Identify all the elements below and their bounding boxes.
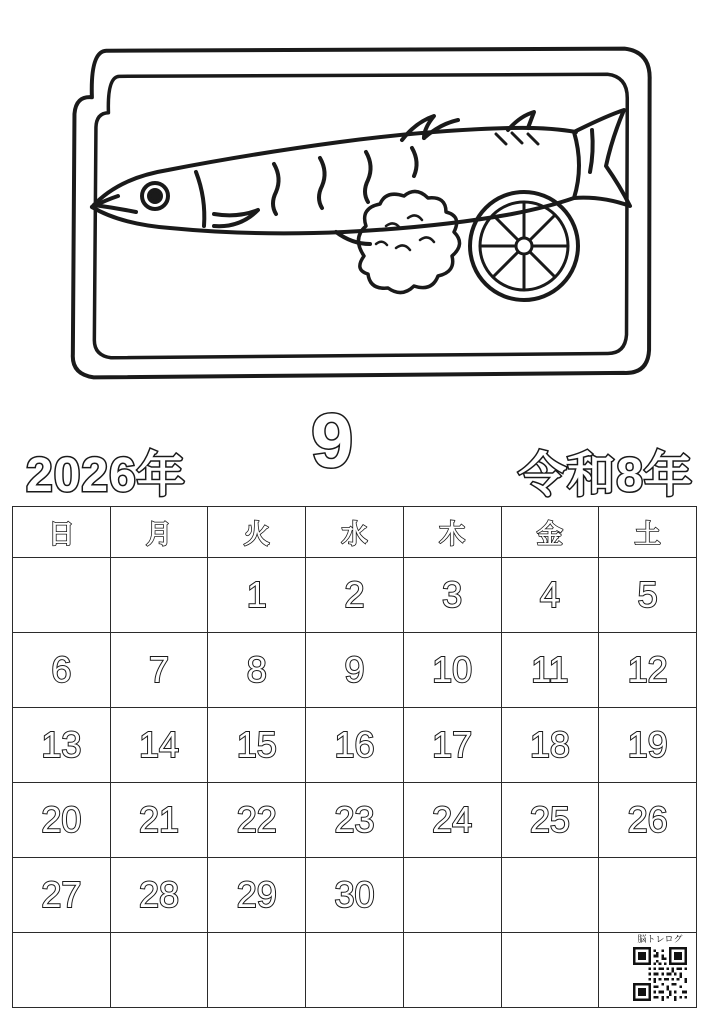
calendar-week-row bbox=[13, 783, 697, 858]
calendar-day-cell bbox=[110, 708, 208, 783]
day-number: 18 bbox=[529, 724, 570, 765]
plate-outer-outline bbox=[62, 32, 660, 392]
day-number: 1 bbox=[246, 574, 267, 615]
calendar-day-cell bbox=[501, 558, 599, 633]
day-number: 30 bbox=[334, 874, 375, 915]
day-number: 11 bbox=[531, 649, 569, 690]
calendar-day-cell bbox=[599, 558, 697, 633]
fish-tail-line-1 bbox=[590, 130, 593, 172]
day-number: 13 bbox=[41, 724, 82, 765]
qr-code bbox=[633, 947, 687, 1001]
fish-gill-line bbox=[196, 172, 204, 226]
fish-pectoral-fin bbox=[214, 210, 258, 226]
day-header-label: 水 bbox=[341, 518, 368, 549]
day-header-mon bbox=[110, 507, 208, 558]
calendar-day-cell bbox=[403, 558, 501, 633]
fish-eye-pupil bbox=[149, 190, 161, 202]
calendar-day-cell bbox=[306, 633, 404, 708]
day-number: 2 bbox=[344, 574, 365, 615]
calendar-day-cell bbox=[13, 933, 111, 1008]
calendar-day-cell bbox=[13, 558, 111, 633]
fish-stripe-2 bbox=[319, 158, 325, 208]
month-number: 9 bbox=[311, 399, 355, 484]
fish-dorsal-fin bbox=[402, 116, 434, 140]
calendar-week-row bbox=[13, 633, 697, 708]
year-western: 2026年 bbox=[26, 449, 186, 502]
calendar-day-cell bbox=[13, 858, 111, 933]
day-number: 25 bbox=[529, 799, 570, 840]
day-header-label: 土 bbox=[634, 518, 661, 549]
calendar-day-cell bbox=[208, 708, 306, 783]
illustration-svg bbox=[0, 0, 709, 400]
calendar-day-cell bbox=[501, 783, 599, 858]
calendar-day-cell bbox=[403, 933, 501, 1008]
calendar-day-cell bbox=[599, 783, 697, 858]
illustration-saury-plate bbox=[0, 0, 709, 400]
day-number: 5 bbox=[637, 574, 658, 615]
day-number: 17 bbox=[432, 724, 473, 765]
calendar-day-cell bbox=[501, 933, 599, 1008]
calendar-day-cell bbox=[208, 933, 306, 1008]
day-header-sun bbox=[13, 507, 111, 558]
calendar-week-row bbox=[13, 558, 697, 633]
calendar-day-cell bbox=[306, 708, 404, 783]
fish-stripe-3 bbox=[365, 152, 371, 202]
calendar-day-cell bbox=[599, 708, 697, 783]
calendar-week-row bbox=[13, 708, 697, 783]
day-number: 6 bbox=[51, 649, 72, 690]
day-number: 3 bbox=[442, 574, 463, 615]
day-number: 27 bbox=[41, 874, 82, 915]
site-logo-text: 脳トレログ bbox=[637, 934, 683, 944]
calendar-day-cell bbox=[599, 858, 697, 933]
grated-daikon-texture bbox=[376, 215, 434, 250]
calendar-heading bbox=[0, 398, 709, 506]
calendar-day-cell bbox=[306, 858, 404, 933]
calendar-day-cell bbox=[110, 933, 208, 1008]
footer-branding bbox=[629, 932, 691, 1006]
calendar-day-cell bbox=[306, 558, 404, 633]
calendar-day-cell bbox=[13, 633, 111, 708]
day-number: 26 bbox=[627, 799, 668, 840]
day-number: 7 bbox=[149, 649, 170, 690]
calendar-day-cell bbox=[13, 708, 111, 783]
day-number: 24 bbox=[432, 799, 473, 840]
day-number: 10 bbox=[432, 649, 473, 690]
day-header-label: 金 bbox=[536, 518, 563, 549]
calendar-day-cell bbox=[110, 633, 208, 708]
calendar-day-cell bbox=[208, 783, 306, 858]
day-number: 14 bbox=[139, 724, 180, 765]
calendar-day-cell bbox=[501, 858, 599, 933]
grated-daikon-outline bbox=[358, 191, 459, 292]
day-header-fri bbox=[501, 507, 599, 558]
calendar-day-cell bbox=[208, 558, 306, 633]
calendar-day-cell bbox=[599, 633, 697, 708]
calendar-day-cell bbox=[110, 858, 208, 933]
calendar-day-cell bbox=[501, 708, 599, 783]
day-number: 9 bbox=[344, 649, 365, 690]
calendar-day-cell bbox=[306, 933, 404, 1008]
calendar-header-row bbox=[13, 507, 697, 558]
day-header-thu bbox=[403, 507, 501, 558]
day-header-sat bbox=[599, 507, 697, 558]
day-number: 16 bbox=[334, 724, 375, 765]
lemon-segment-lines bbox=[480, 202, 568, 290]
day-number: 29 bbox=[236, 874, 277, 915]
year-japanese-era: 令和8年 bbox=[518, 449, 693, 502]
calendar-day-cell bbox=[403, 858, 501, 933]
calendar-day-cell bbox=[13, 783, 111, 858]
day-number: 20 bbox=[41, 799, 82, 840]
calendar-day-cell bbox=[110, 558, 208, 633]
day-header-wed bbox=[306, 507, 404, 558]
day-number: 28 bbox=[139, 874, 180, 915]
day-number: 21 bbox=[139, 799, 180, 840]
calendar-day-cell bbox=[208, 858, 306, 933]
day-number: 15 bbox=[236, 724, 277, 765]
calendar-grid bbox=[12, 506, 697, 1008]
day-number: 12 bbox=[627, 649, 668, 690]
fish-scale-marks bbox=[496, 133, 538, 144]
calendar-day-cell bbox=[110, 783, 208, 858]
calendar-week-row bbox=[13, 933, 697, 1008]
day-number: 8 bbox=[246, 649, 267, 690]
fish-tail-outline bbox=[574, 110, 630, 206]
calendar-day-cell bbox=[403, 633, 501, 708]
calendar-day-cell bbox=[306, 783, 404, 858]
calendar-day-cell bbox=[208, 633, 306, 708]
calendar-day-cell bbox=[403, 783, 501, 858]
day-number: 22 bbox=[236, 799, 277, 840]
fish-stripe-1 bbox=[273, 164, 279, 214]
day-header-label: 月 bbox=[146, 518, 173, 549]
day-header-label: 火 bbox=[243, 518, 270, 549]
day-header-label: 木 bbox=[439, 518, 466, 549]
day-number: 23 bbox=[334, 799, 375, 840]
day-header-tue bbox=[208, 507, 306, 558]
day-number: 19 bbox=[627, 724, 668, 765]
calendar-day-cell bbox=[501, 633, 599, 708]
fish-pelvic-fin bbox=[336, 232, 370, 244]
day-number: 4 bbox=[539, 574, 560, 615]
day-header-label: 日 bbox=[48, 518, 75, 549]
fish-stripe-4 bbox=[412, 148, 417, 176]
calendar-week-row bbox=[13, 858, 697, 933]
calendar-day-cell bbox=[403, 708, 501, 783]
